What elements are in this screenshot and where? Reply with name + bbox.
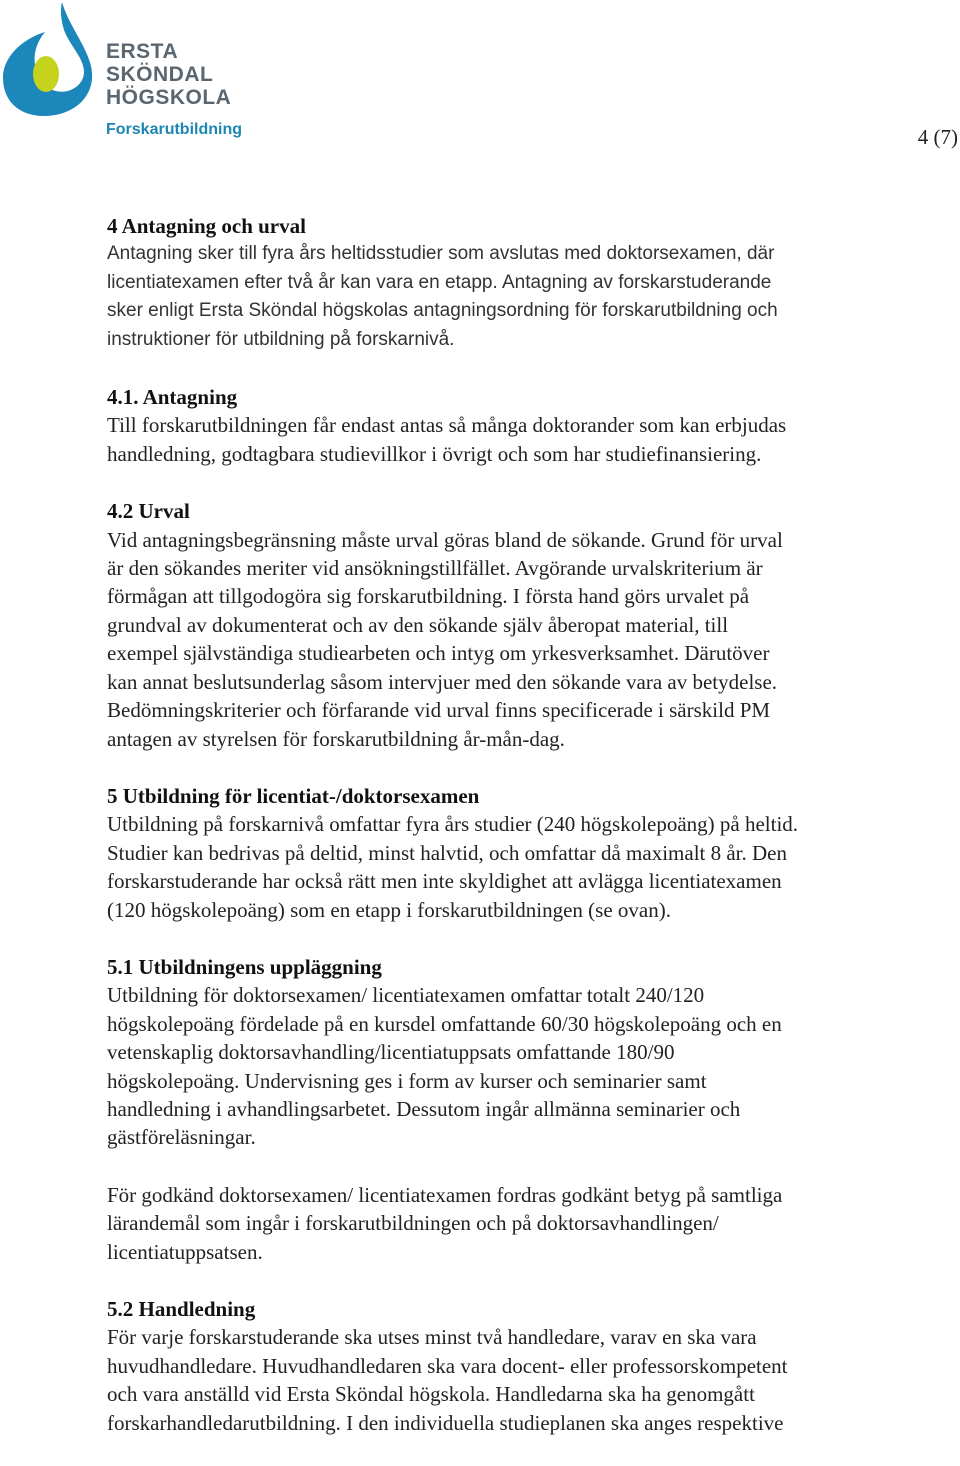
paragraph-line: (120 högskolepoäng) som en etapp i forskarutbildningen (se ovan). [107, 897, 671, 922]
section-heading: 5 Utbildning för licentiat-/doktorsexamen [107, 783, 480, 808]
paragraph-line: Studier kan bedrivas på deltid, minst halvtid, och omfattar då maximalt 8 år. Den [107, 840, 787, 865]
section-heading: 5.2 Handledning [107, 1297, 256, 1321]
section [107, 212, 907, 354]
paragraph-line: Antagning sker till fyra års heltidsstudier som avslutas med doktorsexamen, där [107, 243, 775, 265]
section [107, 497, 907, 753]
logo-drop-icon [0, 0, 100, 120]
document-body [107, 212, 907, 1466]
paragraph-line: licentiatexamen efter två år kan vara en etapp. Antagning av forskarstuderande [107, 271, 772, 293]
logo [0, 0, 260, 150]
paragraph-line: För varje forskarstuderande ska utses minst två handledare, varav en ska vara [107, 1325, 757, 1350]
paragraph-line: gästföreläsningar. [107, 1125, 256, 1150]
paragraph-line: lärandemål som ingår i forskarutbildningen och på doktorsavhandlingen/ [107, 1211, 719, 1236]
section [107, 782, 907, 924]
paragraph-line: grundval av dokumenterat och av den sökande själv åberopat material, till [107, 612, 729, 637]
paragraph-line: Utbildning för doktorsexamen/ licentiatexamen omfattar totalt 240/120 [107, 983, 705, 1008]
paragraph-line: kan annat beslutsunderlag såsom intervjuer med den sökande vara av betydelse. [107, 669, 778, 694]
section [107, 1181, 907, 1266]
logo-line-1: ERSTA [106, 40, 179, 63]
section [107, 383, 907, 468]
paragraph-line: Vid antagningsbegränsning måste urval göras bland de sökande. Grund för urval [107, 527, 783, 552]
paragraph-line: Till forskarutbildningen får endast antas så många doktorander som kan erbjudas [107, 413, 787, 438]
section [107, 1295, 907, 1437]
page-number: 4 (7) [917, 125, 958, 149]
section-heading: 4.2 Urval [107, 499, 190, 524]
paragraph-line: högskolepoäng fördelade på en kursdel omfattande 60/30 högskolepoäng och en [107, 1011, 782, 1036]
paragraph-line: handledning i avhandlingsarbetet. Dessutom ingår allmänna seminarier och [107, 1096, 741, 1121]
paragraph-line: exempel självständiga studiearbeten och intyg om yrkesverksamhet. Därutöver [107, 641, 770, 666]
paragraph-line: forskarstuderande har också rätt men inte skyldighet att avlägga licentiatexamen [107, 869, 782, 894]
paragraph-line: högskolepoäng. Undervisning ges i form av kurser och seminarier samt [107, 1068, 707, 1093]
paragraph-line: instruktioner för utbildning på forskarnivå. [107, 328, 455, 350]
paragraph-line: antagen av styrelsen för forskarutbildning år-mån-dag. [107, 726, 565, 751]
paragraph-line: är den sökandes meriter vid ansökningstillfället. Avgörande urvalskriterium är [107, 556, 763, 581]
section-heading: 5.1 Utbildningens uppläggning [107, 954, 382, 979]
section [107, 953, 907, 1152]
paragraph-line: handledning, godtagbara studievillkor i övrigt och som har studiefinansiering. [107, 441, 762, 466]
paragraph-line: sker enligt Ersta Sköndal högskolas antagningsordning för forskarutbildning och [107, 300, 778, 322]
logo-line-2: SKÖNDAL [106, 63, 214, 86]
paragraph-line: För godkänd doktorsexamen/ licentiatexamen fordras godkänt betyg på samtliga [107, 1182, 783, 1207]
paragraph-line: och vara anställd vid Ersta Sköndal högskola. Handledarna ska ha genomgått [107, 1382, 755, 1407]
logo-subtitle: Forskarutbildning [106, 121, 242, 138]
logo-line-3: HÖGSKOLA [106, 86, 232, 109]
section-heading: 4.1. Antagning [107, 385, 238, 410]
section-heading: 4 Antagning och urval [107, 214, 306, 238]
paragraph-line: förmågan att tillgodogöra sig forskarutbildning. I första hand görs urvalet på [107, 584, 750, 609]
paragraph-line: licentiatuppsatsen. [107, 1239, 263, 1264]
paragraph-line: Utbildning på forskarnivå omfattar fyra års studier (240 högskolepoäng) på heltid. [107, 812, 799, 837]
logo-wordmark [106, 40, 231, 109]
paragraph-line: vetenskaplig doktorsavhandling/licentiatuppsats omfattande 180/90 [107, 1040, 675, 1065]
paragraph-line: huvudhandledare. Huvudhandledaren ska vara docent- eller professorskompetent [107, 1353, 788, 1378]
paragraph-line: Bedömningskriterier och förfarande vid urval finns specificerade i särskild PM [107, 698, 771, 723]
paragraph-line: forskarhandledarutbildning. I den individuella studieplanen ska anges respektive [107, 1410, 784, 1435]
